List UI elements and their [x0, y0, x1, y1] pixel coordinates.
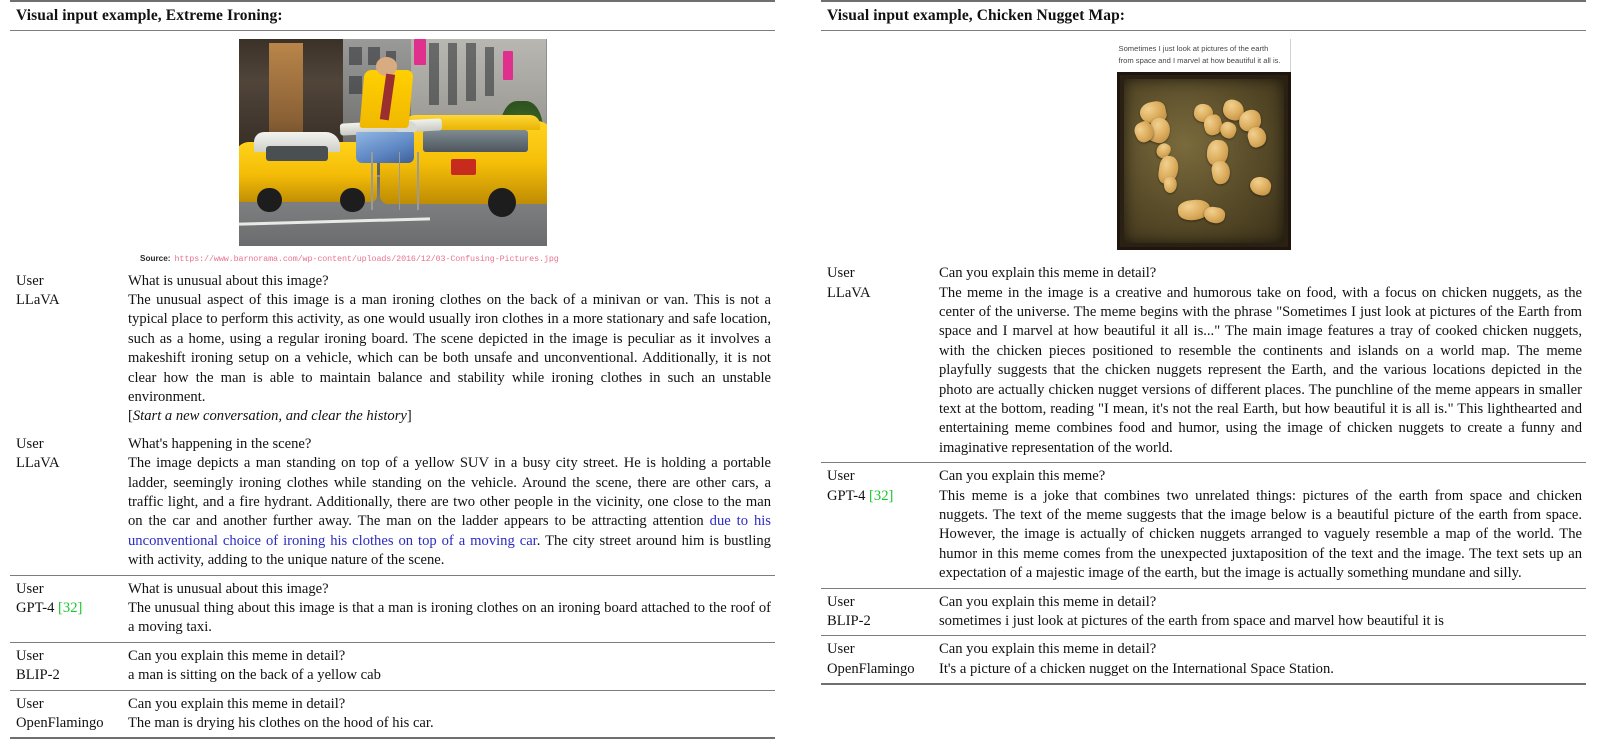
citation-ref[interactable]: [32] — [869, 487, 894, 504]
table-bottom-rule — [10, 737, 775, 739]
source-url[interactable]: https://www.barnorama.com/wp-content/uploads/2016/12/03-Confusing-Pictures.jpg — [174, 253, 559, 264]
speaker-label: User GPT-4 [32] — [821, 467, 939, 506]
right-figure-wrap — [821, 31, 1586, 251]
left-dialogue-rows — [10, 266, 775, 740]
left-panel-title: Visual input example, Extreme Ironing: — [16, 7, 283, 24]
user-message: Can you explain this meme in detail? — [939, 265, 1157, 282]
message-block — [128, 695, 775, 734]
model-message: The unusual thing about this image is that a man is ironing clothes on an ironing board attached to the roof of a moving taxi. — [128, 600, 771, 636]
message-block — [128, 647, 775, 686]
right-example-panel — [821, 0, 1586, 743]
model-message: a man is sitting on the back of a yellow cab — [128, 667, 381, 684]
left-example-panel — [10, 0, 775, 743]
user-message: Can you explain this meme in detail? — [939, 641, 1157, 658]
model-message: The unusual aspect of this image is a man ironing clothes on the back of a minivan or van. This is not a typical place to perform this activity, as one would usually iron clothes in a more stationary and safe location, such as a home, using a regular ironing board. The scene depicted in the image is peculiar as it involves a makeshift ironing setup on a vehicle, which can be both unsafe and unconventional. Additionally, it is not clear how the man is able to maintain balance and stability while ironing clothes in such an unstable environment. — [128, 291, 771, 405]
right-panel-title: Visual input example, Chicken Nugget Map: — [827, 7, 1126, 24]
left-figure-wrap — [10, 31, 775, 246]
speaker-label: User LLaVA — [827, 265, 871, 301]
speaker-label: User OpenFlamingo — [16, 695, 104, 732]
dialogue-row — [821, 260, 1586, 462]
speaker-label: User GPT-4 [32] — [10, 580, 128, 619]
dialogue-row — [10, 691, 775, 738]
dialogue-row — [10, 576, 775, 642]
speaker-label: User LLaVA — [16, 435, 60, 472]
user-message: Can you explain this meme in detail? — [128, 695, 346, 712]
speaker-label: User BLIP-2 — [16, 647, 60, 684]
speaker-label: User BLIP-2 — [827, 593, 871, 629]
baking-tray — [1124, 79, 1284, 243]
citation-ref[interactable]: [32] — [58, 600, 83, 616]
extreme-ironing-photo — [239, 39, 547, 246]
chicken-nugget-meme — [1117, 39, 1291, 251]
message-block — [128, 272, 775, 427]
message-block — [939, 593, 1586, 632]
user-message: Can you explain this meme in detail? — [939, 593, 1157, 610]
user-message: What is unusual about this image? — [128, 580, 329, 597]
model-name-with-citation: GPT-4 [32] — [827, 487, 894, 504]
image-source-line — [10, 246, 775, 266]
dialogue-row — [10, 268, 775, 431]
model-message: The man is drying his clothes on the hood of his car. — [128, 715, 434, 732]
table-bottom-rule — [821, 683, 1586, 685]
message-block — [939, 264, 1586, 458]
model-name-with-citation: GPT-4 [32] — [16, 600, 83, 616]
highlighted-text: due to his unconventional choice of ironing his clothes on top of a moving car — [128, 513, 771, 549]
dialogue-row — [821, 463, 1586, 587]
message-block — [128, 435, 775, 571]
message-block — [939, 467, 1586, 583]
right-dialogue-rows — [821, 250, 1586, 685]
model-message: It's a picture of a chicken nugget on the International Space Station. — [939, 660, 1334, 677]
user-message: Can you explain this meme in detail? — [128, 647, 346, 664]
speaker-label: User LLaVA — [16, 272, 60, 308]
user-message: Can you explain this meme? — [939, 468, 1106, 485]
user-message: What is unusual about this image? — [128, 272, 329, 289]
message-block — [939, 640, 1586, 679]
model-message: sometimes i just look at pictures of the earth from space and marvel how beautiful it is — [939, 613, 1444, 629]
model-message: The meme in the image is a creative and humorous take on food, with a focus on chicken nuggets, as the center of the universe. The meme begins with the phrase "Sometimes I just look at pictures of the Earth from space and I marvel at how beautiful it all is..." The main image features a tray of cooked chicken nuggets, with the chicken pieces positioned to resemble the continents and islands on a world map. The meme playfully suggests that the chicken nuggets represent the Earth, and the various locations depicted in the photo are actually chicken nugget versions of different places. The punchline of the meme appears in smaller text at the bottom, reading "I mean, it's not the real Earth, but how beautiful it is all is." This lighthearted and entertaining meme combines food and humor, using the image of chicken nuggets to create a funny and imaginative representation of the world. — [939, 284, 1582, 456]
model-message: This meme is a joke that combines two unrelated things: pictures of the earth from space and chicken nuggets. The text of the meme suggests that the image below is a beautiful picture of the earth from space. However, the image is actually of chicken nuggets arranged to vaguely resemble a map of the world. The humor in this meme comes from the unexpected juxtaposition of the text and the image. The text sets up an expectation of a majestic image of the earth, but the image is actually something mundane and silly. — [939, 487, 1582, 582]
dialogue-row — [821, 589, 1586, 636]
model-message: The image depicts a man standing on top of a yellow SUV in a busy city street. He is holding a portable ladder, seemingly ironing clothes while standing on the vehicle. Around the scene, there are other cars, a traffic light, and a fire hydrant. Additionally, there are two other people in the vicinity, one close to the man on the car and another further away. The man on the ladder appears to be attracting attention due to his unconventional choice of ironing his clothes on top of a moving car. The city street around him is bustling with activity, adding to the unique nature of the scene. — [128, 455, 771, 569]
ironing-photo-container — [239, 39, 547, 246]
dialogue-row — [10, 643, 775, 690]
source-label: Source: — [140, 253, 171, 263]
message-block — [128, 580, 775, 638]
conversation-reset-note: [Start a new conversation, and clear the history] — [128, 408, 412, 425]
speaker-label: User OpenFlamingo — [827, 641, 915, 677]
user-message: What's happening in the scene? — [128, 435, 312, 452]
meme-caption-text: Sometimes I just look at pictures of the earth from space and I marvel at how beautiful it all is. — [1117, 39, 1291, 73]
dialogue-row — [10, 431, 775, 575]
dialogue-row — [821, 636, 1586, 683]
chicken-nugget-map-photo — [1117, 72, 1291, 250]
